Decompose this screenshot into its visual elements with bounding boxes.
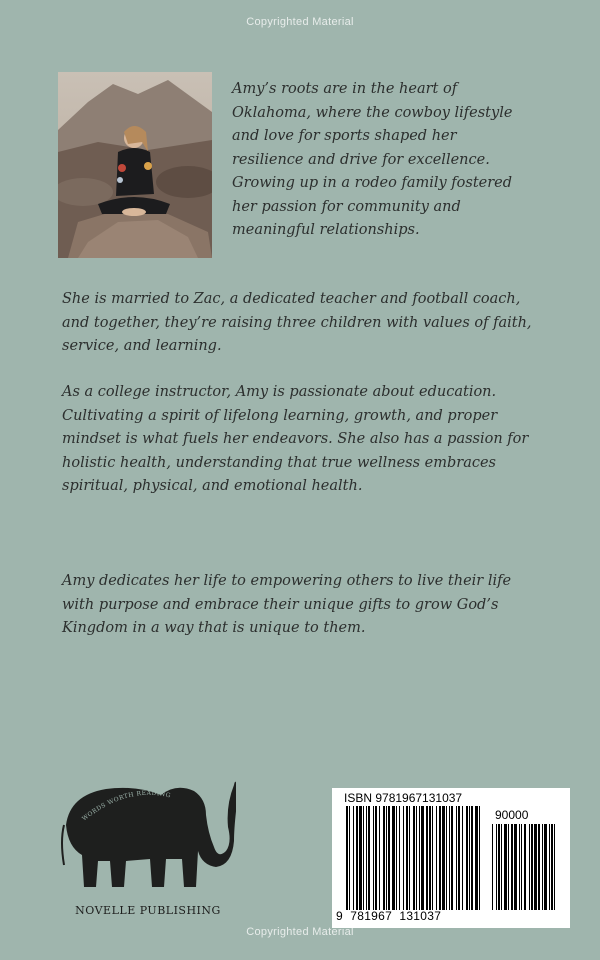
- bio-paragraph-career: As a college instructor, Amy is passionate about education. Cultivating a spirit of lifelong learning, growth, and proper mindset is what fuels her endeavors. She also has a passion for holistic health, understanding that true wellness embraces spiritual, physical, and emotional health.: [62, 384, 529, 494]
- watermark-top: Copyrighted Material: [246, 16, 354, 28]
- author-photo: [58, 72, 212, 258]
- price-code: 90000: [495, 808, 529, 822]
- elephant-silhouette: [66, 782, 236, 887]
- barcode-bars: [332, 788, 570, 928]
- isbn-barcode: [332, 788, 570, 928]
- isbn-label: ISBN 9781967131037: [344, 791, 463, 805]
- watermark-bottom: Copyrighted Material: [246, 926, 354, 938]
- publisher-tagline: WORDS WORTH READING: [80, 789, 172, 823]
- author-bio-intro: Amy’s roots are in the heart of Oklahoma, where the cowboy lifestyle and love for sports shaped her resilience and drive for excellence. Growing up in a rodeo family fostered her passion for community and meaningful relationships.: [232, 81, 513, 238]
- bio-paragraph-family: She is married to Zac, a dedicated teacher and football coach, and together, they’re raising three children with values of faith, service, and learning.: [62, 291, 532, 354]
- bio-paragraph-mission: Amy dedicates her life to empowering others to live their life with purpose and embrace their unique gifts to grow God’s Kingdom in a way that is unique to them.: [62, 573, 512, 636]
- publisher-name: NOVELLE PUBLISHING: [75, 904, 221, 917]
- isbn-digits: 9 781967 131037: [336, 909, 442, 923]
